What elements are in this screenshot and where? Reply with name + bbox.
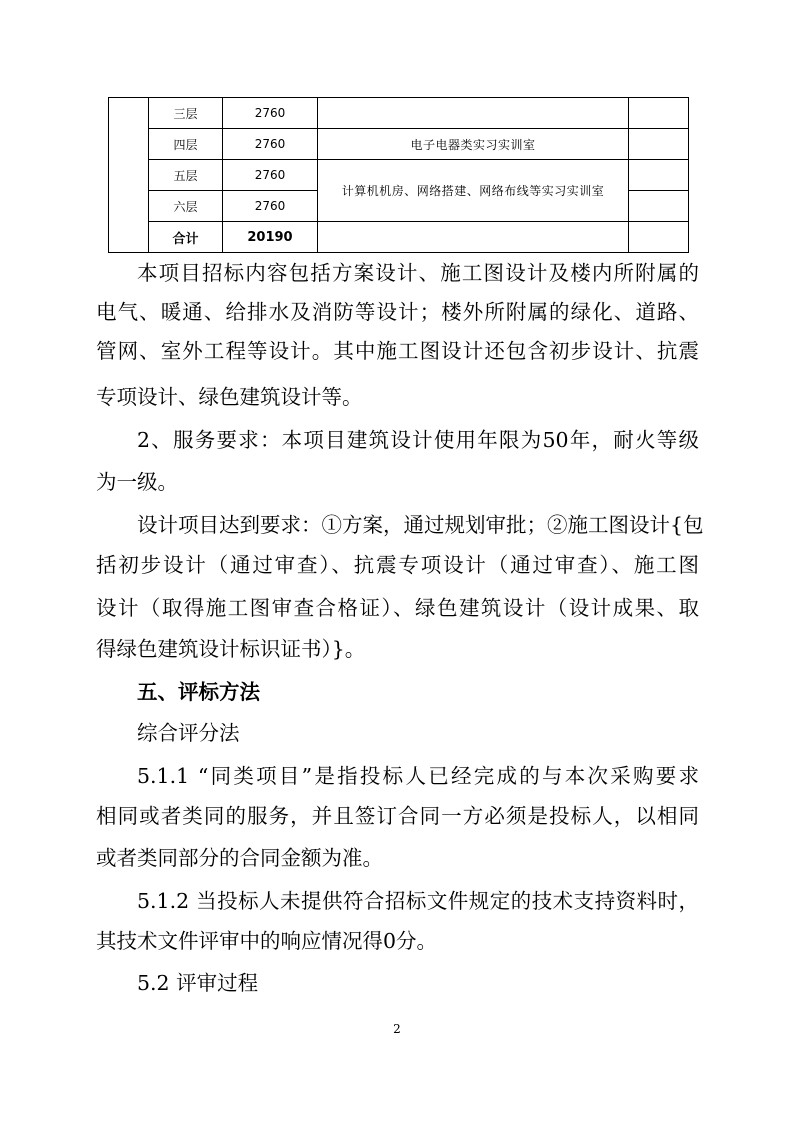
table-cell-note (629, 129, 689, 160)
table-cell-total-label: 合计 (149, 222, 223, 253)
body-text-line: 其技术文件评审中的响应情况得0分。 (96, 929, 438, 953)
floor-area-table (108, 97, 689, 253)
body-text-line: 5.1.1 “同类项目”是指投标人已经完成的与本次采购要求 (137, 764, 699, 788)
table-cell-use: 计算机机房、网络搭建、网络布线等实习实训室 (318, 160, 629, 222)
body-text-line: 括初步设计（通过审查）、抗震专项设计（通过审查）、施工图 (96, 553, 699, 577)
body-text-line: 为一级。 (96, 470, 178, 494)
table-cell-use (318, 98, 629, 129)
body-text-line: 相同或者类同的服务，并且签订合同一方必须是投标人，以相同 (96, 804, 699, 828)
body-text-line: 电气、暖通、给排水及消防等设计；楼外所附属的绿化、道路、 (96, 300, 699, 324)
page-number: 2 (393, 1022, 401, 1036)
table-cell-area: 2760 (223, 160, 318, 191)
table-cell-floor: 五层 (149, 160, 223, 191)
table-cell-floor: 四层 (149, 129, 223, 160)
table-row (109, 222, 689, 253)
table-cell-area: 2760 (223, 98, 318, 129)
body-text-line: 设计项目达到要求：①方案，通过规划审批；②施工图设计{包 (137, 513, 704, 537)
body-text-line: 管网、室外工程等设计。其中施工图设计还包含初步设计、抗震 (96, 339, 699, 363)
body-text-line: 2、服务要求：本项目建筑设计使用年限为50年，耐火等级 (137, 428, 699, 452)
table-cell-floor: 六层 (149, 191, 223, 222)
section-heading: 五、评标方法 (137, 680, 260, 704)
table-cell-use: 电子电器类实习实训室 (318, 129, 629, 160)
table-row (109, 129, 689, 160)
table-cell-area: 2760 (223, 191, 318, 222)
body-text-line: 设计（取得施工图审查合格证）、绿色建筑设计（设计成果、取 (96, 596, 699, 620)
table-cell-merged (109, 98, 149, 253)
table-cell-note (629, 160, 689, 191)
body-text-line: 得绿色建筑设计标识证书）}。 (96, 637, 366, 661)
table-cell-note (629, 98, 689, 129)
table-cell-use (318, 222, 629, 253)
table-cell-floor: 三层 (149, 98, 223, 129)
body-text-line: 或者类同部分的合同金额为准。 (96, 846, 383, 870)
body-text-line: 综合评分法 (137, 721, 240, 745)
table-row (109, 160, 689, 191)
table-cell-area: 2760 (223, 129, 318, 160)
body-text-line: 5.2 评审过程 (137, 971, 259, 995)
table-cell-note (629, 222, 689, 253)
body-text-line: 本项目招标内容包括方案设计、施工图设计及楼内所附属的 (137, 261, 699, 285)
body-text-line: 专项设计、绿色建筑设计等。 (96, 385, 363, 409)
table-cell-note (629, 191, 689, 222)
table-row (109, 98, 689, 129)
body-text-line: 5.1.2 当投标人未提供符合招标文件规定的技术支持资料时， (137, 889, 699, 913)
table-cell-total-value: 20190 (223, 222, 318, 253)
